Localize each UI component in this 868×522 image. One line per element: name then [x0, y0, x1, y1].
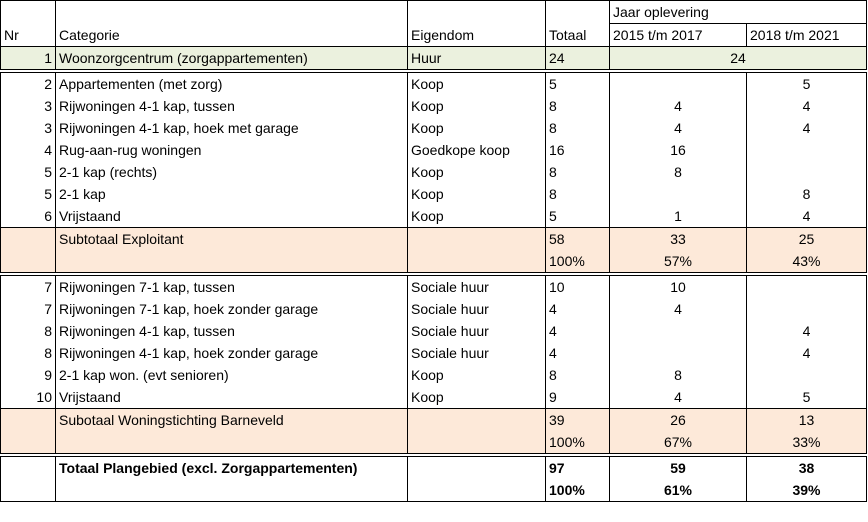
row-totaal: 4 [546, 342, 610, 364]
row-period-2 [747, 276, 867, 299]
subtotal-totaal: 39 [546, 409, 610, 432]
row-nr: 3 [1, 95, 56, 117]
subtotal-period-2: 13 [747, 409, 867, 432]
header-nr: Nr [1, 24, 56, 47]
row-eigendom: Koop [408, 386, 546, 409]
subtotal-pct-nr-cell [1, 479, 56, 502]
grand-total-row-pct [1, 479, 867, 502]
row-totaal: 5 [546, 205, 610, 228]
row-categorie: Rijwoningen 7-1 kap, hoek zonder garage [56, 298, 408, 320]
row-eigendom: Koop [408, 95, 546, 117]
row-nr: 10 [1, 386, 56, 409]
subtotal-nr-cell [1, 228, 56, 251]
row-totaal: 16 [546, 139, 610, 161]
row-period-1 [610, 73, 747, 96]
exploitant-row [1, 117, 867, 139]
row-period-1 [610, 342, 747, 364]
row-period-1 [610, 183, 747, 205]
row-period-2 [747, 298, 867, 320]
row-eigendom: Koop [408, 364, 546, 386]
subtotal-period-1: 26 [610, 409, 747, 432]
row-categorie: Rijwoningen 4-1 kap, tussen [56, 320, 408, 342]
row-eigendom: Sociale huur [408, 342, 546, 364]
row-period-2: 4 [747, 117, 867, 139]
stichting-row [1, 342, 867, 364]
row-period-1: 4 [610, 95, 747, 117]
header-nr-top [1, 1, 56, 24]
row-totaal: 5 [546, 73, 610, 96]
subtotal-period-2-pct: 43% [747, 250, 867, 273]
exploitant-row [1, 95, 867, 117]
row-eigendom: Sociale huur [408, 320, 546, 342]
row-eigendom: Koop [408, 73, 546, 96]
subtotal-label: Subtotaal Exploitant [56, 228, 408, 251]
row-period-1: 4 [610, 386, 747, 409]
header-categorie: Categorie [56, 24, 408, 47]
header-row-group [1, 1, 867, 24]
zorg-categorie: Woonzorgcentrum (zorgappartementen) [56, 47, 408, 70]
subtotal-period-1-pct: 57% [610, 250, 747, 273]
header-period-2: 2018 t/m 2021 [747, 24, 867, 47]
subtotal-pct-label-cell [56, 250, 408, 273]
subtotal-pct-label-cell [56, 479, 408, 502]
row-totaal: 8 [546, 183, 610, 205]
row-nr: 3 [1, 117, 56, 139]
row-totaal: 8 [546, 95, 610, 117]
stichting-row [1, 298, 867, 320]
exploitant-row [1, 73, 867, 96]
stichting-row [1, 320, 867, 342]
row-nr: 6 [1, 205, 56, 228]
row-nr: 2 [1, 73, 56, 96]
exploitant-row [1, 205, 867, 228]
subtotal-period-1: 33 [610, 228, 747, 251]
row-period-1: 10 [610, 276, 747, 299]
row-period-2: 4 [747, 95, 867, 117]
row-eigendom: Sociale huur [408, 298, 546, 320]
row-categorie: 2-1 kap [56, 183, 408, 205]
row-nr: 8 [1, 320, 56, 342]
subtotal-period-1-pct: 67% [610, 431, 747, 454]
row-period-1: 4 [610, 117, 747, 139]
row-nr: 7 [1, 276, 56, 299]
header-eigendom-top [408, 1, 546, 24]
row-totaal: 10 [546, 276, 610, 299]
subtotal-period-2-pct: 39% [747, 479, 867, 502]
row-eigendom: Sociale huur [408, 276, 546, 299]
row-totaal: 4 [546, 298, 610, 320]
row-categorie: Appartementen (met zorg) [56, 73, 408, 96]
row-categorie: 2-1 kap won. (evt senioren) [56, 364, 408, 386]
row-nr: 5 [1, 161, 56, 183]
stichting-row [1, 386, 867, 409]
row-period-1: 1 [610, 205, 747, 228]
row-period-1 [610, 320, 747, 342]
row-totaal: 8 [546, 161, 610, 183]
subtotal-pct-eigendom-cell [408, 250, 546, 273]
subtotal-period-1: 59 [610, 457, 747, 480]
subtotal-totaal-pct: 100% [546, 250, 610, 273]
subtotal-nr-cell [1, 457, 56, 480]
stichting-row [1, 276, 867, 299]
subtotal-totaal: 58 [546, 228, 610, 251]
row-period-2: 4 [747, 342, 867, 364]
header-eigendom: Eigendom [408, 24, 546, 47]
exploitant-row [1, 139, 867, 161]
row-categorie: Vrijstaand [56, 386, 408, 409]
header-totaal: Totaal [546, 24, 610, 47]
subtotal-label: Subotaal Woningstichting Barneveld [56, 409, 408, 432]
stichting-row [1, 364, 867, 386]
row-eigendom: Koop [408, 205, 546, 228]
row-nr: 9 [1, 364, 56, 386]
row-eigendom: Koop [408, 117, 546, 139]
subtotal-eigendom-cell [408, 228, 546, 251]
row-totaal: 8 [546, 117, 610, 139]
row-categorie: Rijwoningen 7-1 kap, tussen [56, 276, 408, 299]
subtotal-period-2: 25 [747, 228, 867, 251]
zorg-row [1, 47, 867, 70]
row-period-1: 8 [610, 161, 747, 183]
exploitant-row [1, 161, 867, 183]
header-row-columns [1, 24, 867, 47]
exploitant-row [1, 183, 867, 205]
row-categorie: Rijwoningen 4-1 kap, hoek met garage [56, 117, 408, 139]
row-period-1: 8 [610, 364, 747, 386]
row-categorie: Rug-aan-rug woningen [56, 139, 408, 161]
subtotal-period-2: 38 [747, 457, 867, 480]
subtotal-stichting-row [1, 409, 867, 432]
zorg-eigendom: Huur [408, 47, 546, 70]
grand-total-row [1, 457, 867, 480]
subtotal-pct-nr-cell [1, 431, 56, 454]
subtotal-stichting-row-pct [1, 431, 867, 454]
subtotal-exploitant-row [1, 228, 867, 251]
row-period-2: 8 [747, 183, 867, 205]
row-nr: 5 [1, 183, 56, 205]
header-jaar-oplevering: Jaar oplevering [610, 1, 867, 24]
row-period-2: 5 [747, 73, 867, 96]
zorg-merged-value: 24 [610, 47, 867, 70]
row-nr: 8 [1, 342, 56, 364]
row-eigendom: Koop [408, 183, 546, 205]
subtotal-period-1-pct: 61% [610, 479, 747, 502]
subtotal-period-2-pct: 33% [747, 431, 867, 454]
row-period-2 [747, 161, 867, 183]
row-categorie: Vrijstaand [56, 205, 408, 228]
subtotal-totaal: 97 [546, 457, 610, 480]
row-period-1: 16 [610, 139, 747, 161]
row-period-2 [747, 364, 867, 386]
subtotal-totaal-pct: 100% [546, 431, 610, 454]
row-eigendom: Goedkope koop [408, 139, 546, 161]
header-categorie-top [56, 1, 408, 24]
header-period-1: 2015 t/m 2017 [610, 24, 747, 47]
subtotal-eigendom-cell [408, 409, 546, 432]
subtotal-pct-label-cell [56, 431, 408, 454]
row-period-1: 4 [610, 298, 747, 320]
zorg-totaal: 24 [546, 47, 610, 70]
subtotal-exploitant-row-pct [1, 250, 867, 273]
subtotal-eigendom-cell [408, 457, 546, 480]
subtotal-totaal-pct: 100% [546, 479, 610, 502]
row-categorie: Rijwoningen 4-1 kap, tussen [56, 95, 408, 117]
zorg-nr: 1 [1, 47, 56, 70]
subtotal-pct-nr-cell [1, 250, 56, 273]
row-period-2: 4 [747, 320, 867, 342]
row-categorie: 2-1 kap (rechts) [56, 161, 408, 183]
row-period-2 [747, 139, 867, 161]
subtotal-nr-cell [1, 409, 56, 432]
header-totaal-top [546, 1, 610, 24]
row-nr: 7 [1, 298, 56, 320]
row-totaal: 8 [546, 364, 610, 386]
subtotal-pct-eigendom-cell [408, 431, 546, 454]
row-totaal: 4 [546, 320, 610, 342]
row-period-2: 4 [747, 205, 867, 228]
row-period-2: 5 [747, 386, 867, 409]
row-eigendom: Koop [408, 161, 546, 183]
subtotal-pct-eigendom-cell [408, 479, 546, 502]
row-totaal: 9 [546, 386, 610, 409]
row-nr: 4 [1, 139, 56, 161]
row-categorie: Rijwoningen 4-1 kap, hoek zonder garage [56, 342, 408, 364]
subtotal-label: Totaal Plangebied (excl. Zorgappartementen) [56, 457, 408, 480]
